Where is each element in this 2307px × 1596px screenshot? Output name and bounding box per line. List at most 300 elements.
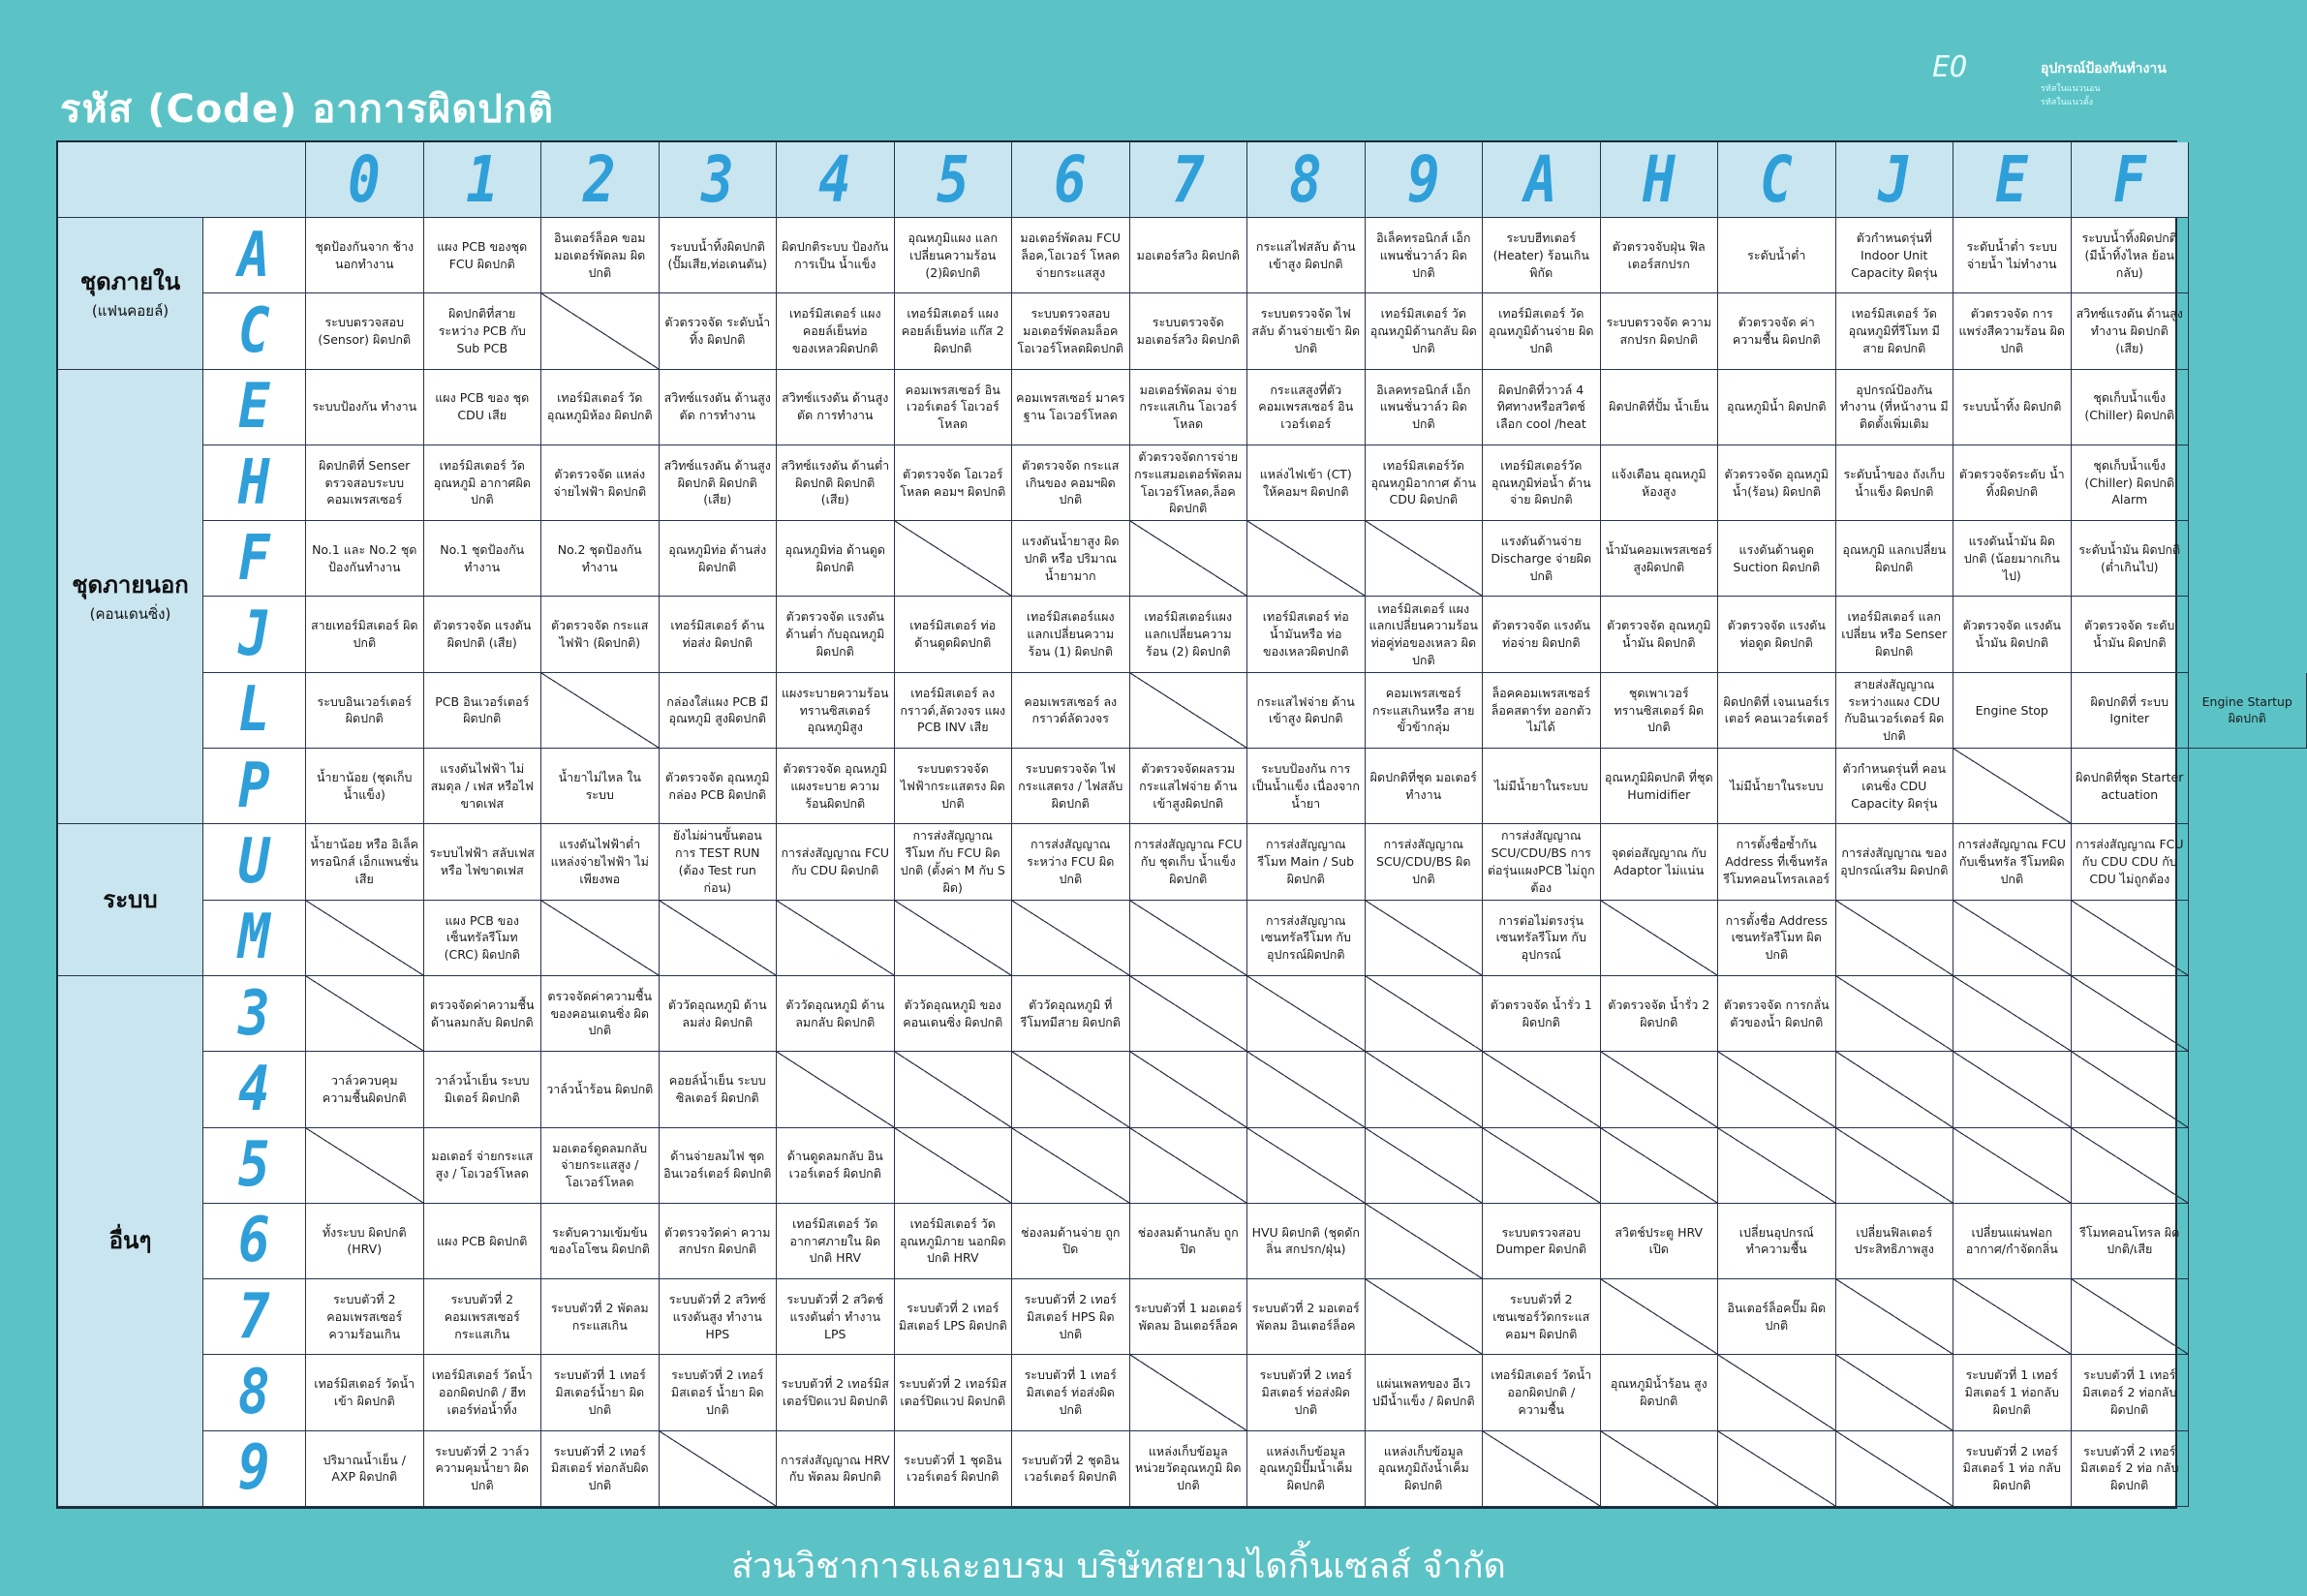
code-cell-4-F	[2072, 1052, 2190, 1127]
row-code-8	[203, 1355, 306, 1430]
code-cell-9-1: ระบบตัวที่ 2 วาล์วความคุมน้ำยา ผิดปกติ	[424, 1431, 542, 1507]
code-cell-4-A	[1483, 1052, 1601, 1127]
row-group-3	[58, 976, 203, 1507]
code-cell-3-8	[1247, 976, 1366, 1052]
code-cell-P-5: ระบบตรวจจัด ไฟฟ้ากระแสตรง ผิดปกติ	[895, 749, 1013, 824]
code-cell-J-A: ตัวตรวจจัด แรงดันท่อจ่าย ผิดปกติ	[1483, 597, 1601, 672]
code-cell-5-E	[1953, 1128, 2072, 1204]
row-code-M	[203, 901, 306, 976]
code-cell-J-C: ตัวตรวจจัด แรงดันท่อดูด ผิดปกติ	[1718, 597, 1836, 672]
code-cell-F-C: แรงดันด้านดูด Suction ผิดปกติ	[1718, 521, 1836, 597]
code-cell-7-H	[1601, 1279, 1719, 1355]
column-code-glyph: 3	[700, 141, 734, 217]
code-cell-3-6: ตัววัดอุณหภูมิ ที่รีโมทมีสาย ผิดปกติ	[1012, 976, 1130, 1052]
code-cell-L-C: ผิดปกติที่ เจนเนอร์เรเตอร์ คอนเวอร์เตอร์	[1718, 673, 1836, 749]
code-cell-F-7	[1130, 521, 1248, 597]
code-cell-M-2	[541, 901, 660, 976]
code-cell-H-5: ตัวตรวจจัด โอเวอร์โหลด คอมฯ ผิดปกติ	[895, 445, 1013, 521]
code-cell-L-9: คอมเพรสเซอร์ กระแสเกินหรือ สายขั้วข้ากลุ่ม	[1366, 673, 1484, 749]
code-cell-5-J	[1836, 1128, 1954, 1204]
code-cell-A-A: ระบบฮีทเตอร์ (Heater) ร้อนเกินพิกัด	[1483, 218, 1601, 293]
code-cell-F-8	[1247, 521, 1366, 597]
code-cell-8-3: ระบบตัวที่ 2 เทอร์มิสเตอร์ น้ำยา ผิดปกติ	[660, 1355, 778, 1430]
code-cell-P-6: ระบบตรวจจัด ไฟกระแสตรง / ไฟสลับ ผิดปกติ	[1012, 749, 1130, 824]
code-cell-J-9: เทอร์มิสเตอร์ แผงแลกเปลี่ยนความร้อน ท่อคู่ท่อของเหลว ผิดปกติ	[1366, 597, 1484, 672]
code-cell-C-8: ระบบตรวจจัด ไฟสลับ ด้านจ่ายเข้า ผิดปกติ	[1247, 293, 1366, 369]
code-cell-A-0: ชุดป้องกันจาก ช้างนอกทำงาน	[306, 218, 424, 293]
code-cell-U-8: การส่งสัญญาณ รีโมท Main / Sub ผิดปกติ	[1247, 824, 1366, 900]
row-group-1	[58, 370, 203, 825]
column-code-glyph: 5	[936, 141, 969, 217]
code-cell-8-4: ระบบตัวที่ 2 เทอร์มิสเตอร์ปิดแวป ผิดปกติ	[777, 1355, 895, 1430]
column-code-H	[1601, 142, 1719, 218]
code-cell-H-F: ชุดเก็บน้ำแข็ง (Chiller) ผิดปกติ Alarm	[2072, 445, 2190, 521]
code-cell-C-1: ผิดปกติที่สาย ระหว่าง PCB กับ Sub PCB	[424, 293, 542, 369]
code-cell-P-8: ระบบป้องกัน การเป็นน้ำแข็ง เนื่องจากน้ำยา	[1247, 749, 1366, 824]
code-cell-5-F	[2072, 1128, 2190, 1204]
code-cell-U-H: จุดต่อสัญญาณ กับ Adaptor ไม่แน่น	[1601, 824, 1719, 900]
code-cell-P-E	[1953, 749, 2072, 824]
code-cell-P-2: น้ำยาไม่ไหล ในระบบ	[541, 749, 660, 824]
code-cell-4-3: คอยล์น้ำเย็น ระบบซิลเตอร์ ผิดปกติ	[660, 1052, 778, 1127]
footer-credit: ส่วนวิชาการและอบรม บริษัทสยามไดกิ้นเซลส์ จำกัด	[731, 1547, 1506, 1586]
row-code-F	[203, 521, 306, 597]
row-code-6	[203, 1204, 306, 1279]
code-cell-J-1: ตัวตรวจจัด แรงดันผิดปกติ (เสีย)	[424, 597, 542, 672]
code-cell-8-E: ระบบตัวที่ 1 เทอร์มิสเตอร์ 1 ท่อกลับผิดปกติ	[1953, 1355, 2072, 1430]
code-cell-P-C: ไม่มีน้ำยาในระบบ	[1718, 749, 1836, 824]
row-code-glyph: P	[238, 750, 270, 822]
column-code-glyph: 9	[1406, 141, 1440, 217]
code-cell-U-0: น้ำยาน้อย หรือ อิเล็คทรอนิกส์ เอ็กแพนชั่นเสีย	[306, 824, 424, 900]
code-cell-6-0: ทั้งระบบ ผิดปกติ (HRV)	[306, 1204, 424, 1279]
code-cell-M-J	[1836, 901, 1954, 976]
code-cell-3-9	[1366, 976, 1484, 1052]
code-cell-H-E: ตัวตรวจจัดระดับ น้ำทิ้งผิดปกติ	[1953, 445, 2072, 521]
code-cell-8-F: ระบบตัวที่ 1 เทอร์มิสเตอร์ 2 ท่อกลับผิดปกติ	[2072, 1355, 2190, 1430]
code-cell-A-5: อุณหภูมิแผง แลกเปลี่ยนความร้อน (2)ผิดปกติ	[895, 218, 1013, 293]
code-cell-3-3: ตัววัดอุณหภูมิ ด้านลมส่ง ผิดปกติ	[660, 976, 778, 1052]
code-cell-6-3: ตัวตรวจวัดค่า ความสกปรก ผิดปกติ	[660, 1204, 778, 1279]
code-cell-L-undefined: Engine Startup ผิดปกติ	[2189, 673, 2307, 749]
code-cell-4-4	[777, 1052, 895, 1127]
code-cell-9-2: ระบบตัวที่ 2 เทอร์มิสเตอร์ ท่อกลับผิดปกติ	[541, 1431, 660, 1507]
code-cell-J-4: ตัวตรวจจัด แรงดันด้านต่ำ กับอุณหภูมิผิดปกติ	[777, 597, 895, 672]
code-cell-C-9: เทอร์มิสเตอร์ วัดอุณหภูมิด้านกลับ ผิดปกติ	[1366, 293, 1484, 369]
code-cell-4-E	[1953, 1052, 2072, 1127]
code-cell-5-1: มอเตอร์ จ่ายกระแสสูง / โอเวอร์โหลด	[424, 1128, 542, 1204]
code-cell-L-E: Engine Stop	[1953, 673, 2072, 749]
code-cell-L-5: เทอร์มิสเตอร์ ลงกราวด์,ลัดวงจร แผง PCB INV เสีย	[895, 673, 1013, 749]
code-cell-H-2: ตัวตรวจจัด แหล่งจ่ายไฟฟ้า ผิดปกติ	[541, 445, 660, 521]
row-group-label: ระบบ	[103, 886, 158, 914]
code-cell-3-E	[1953, 976, 2072, 1052]
column-code-glyph: 7	[1171, 141, 1205, 217]
code-cell-6-7: ช่องลมด้านกลับ ถูกปิด	[1130, 1204, 1248, 1279]
column-code-9	[1366, 142, 1484, 218]
column-code-glyph: J	[1877, 141, 1911, 217]
code-cell-E-A: ผิดปกติที่วาวล์ 4 ทิศทางหรือสวิตช์ เลือก cool /heat	[1483, 370, 1601, 445]
row-code-glyph: 9	[238, 1432, 270, 1505]
row-code-5	[203, 1128, 306, 1204]
row-group-label: อื่นๆ	[108, 1227, 152, 1255]
code-cell-F-3: อุณหภูมิท่อ ด้านส่งผิดปกติ	[660, 521, 778, 597]
code-cell-M-5	[895, 901, 1013, 976]
code-cell-L-2	[541, 673, 660, 749]
code-cell-U-9: การส่งสัญญาณ SCU/CDU/BS ผิดปกติ	[1366, 824, 1484, 900]
column-code-glyph: F	[2112, 141, 2146, 217]
code-cell-H-3: สวิทซ์แรงดัน ด้านสูงผิดปกติ ผิดปกติ (เสีย)	[660, 445, 778, 521]
code-cell-J-H: ตัวตรวจจัด อุณหภูมิน้ำมัน ผิดปกติ	[1601, 597, 1719, 672]
legend-sub-horizontal: รหัสในแนวนอน	[2041, 84, 2101, 94]
code-cell-M-A: การต่อไม่ตรงรุ่น เซนทรัลรีโมท กับอุปกรณ์	[1483, 901, 1601, 976]
column-code-8	[1247, 142, 1366, 218]
code-cell-4-5	[895, 1052, 1013, 1127]
legend-code: EO	[1932, 50, 1968, 84]
code-cell-9-5: ระบบตัวที่ 1 ชุดอินเวอร์เตอร์ ผิดปกติ	[895, 1431, 1013, 1507]
code-cell-J-6: เทอร์มิสเตอร์แผง แลกเปลี่ยนความ ร้อน (1) ผิดปกติ	[1012, 597, 1130, 672]
code-cell-5-2: มอเตอร์ดูดลมกลับ จ่ายกระแสสูง / โอเวอร์โหลด	[541, 1128, 660, 1204]
row-code-glyph: F	[238, 522, 270, 595]
code-cell-9-4: การส่งสัญญาณ HRV กับ พัดลม ผิดปกติ	[777, 1431, 895, 1507]
code-cell-3-7	[1130, 976, 1248, 1052]
code-cell-A-C: ระดับน้ำต่ำ	[1718, 218, 1836, 293]
code-cell-6-J: เปลี่ยนฟิลเตอร์ ประสิทธิภาพสูง	[1836, 1204, 1954, 1279]
column-code-C	[1718, 142, 1836, 218]
code-cell-E-4: สวิทซ์แรงดัน ด้านสูงตัด การทำงาน	[777, 370, 895, 445]
code-cell-8-6: ระบบตัวที่ 1 เทอร์มิสเตอร์ ท่อส่งผิดปกติ	[1012, 1355, 1130, 1430]
code-cell-3-A: ตัวตรวจจัด น้ำรั่ว 1 ผิดปกติ	[1483, 976, 1601, 1052]
code-cell-6-E: เปลี่ยนแผ่นฟอก อากาศ/กำจัดกลิ่น	[1953, 1204, 2072, 1279]
code-cell-7-J	[1836, 1279, 1954, 1355]
page-title: รหัส (Code) อาการผิดปกติ	[60, 87, 554, 132]
code-cell-3-5: ตัววัดอุณหภูมิ ของคอนเดนซิ่ง ผิดปกติ	[895, 976, 1013, 1052]
column-code-glyph: H	[1642, 141, 1676, 217]
code-cell-8-A: เทอร์มิสเตอร์ วัดน้ำออกผิดปกติ / ความชื้น	[1483, 1355, 1601, 1430]
code-cell-8-8: ระบบตัวที่ 2 เทอร์มิสเตอร์ ท่อส่งผิดปกติ	[1247, 1355, 1366, 1430]
code-cell-C-J: เทอร์มิสเตอร์ วัดอุณหภูมิที่รีโมท มีสาย ผิดปกติ	[1836, 293, 1954, 369]
code-cell-4-C	[1718, 1052, 1836, 1127]
code-cell-U-F: การส่งสัญญาณ FCU กับ CDU CDU กับ CDU ไม่ถูกต้อง	[2072, 824, 2190, 900]
code-cell-3-0	[306, 976, 424, 1052]
code-cell-U-2: แรงดันไฟฟ้าต่ำ แหล่งจ่ายไฟฟ้า ไม่เพียงพอ	[541, 824, 660, 900]
code-cell-C-4: เทอร์มิสเตอร์ แผงคอยล์เย็นท่อ ของเหลวผิดปกติ	[777, 293, 895, 369]
row-code-glyph: J	[238, 598, 270, 671]
code-cell-8-0: เทอร์มิสเตอร์ วัดน้ำเข้า ผิดปกติ	[306, 1355, 424, 1430]
code-cell-H-A: เทอร์มิสเตอร์วัด อุณหภูมิท่อน้ำ ด้านจ่าย ผิดปกติ	[1483, 445, 1601, 521]
code-cell-6-1: แผง PCB ผิดปกติ	[424, 1204, 542, 1279]
code-cell-5-A	[1483, 1128, 1601, 1204]
code-cell-E-1: แผง PCB ของ ชุด CDU เสีย	[424, 370, 542, 445]
code-cell-8-2: ระบบตัวที่ 1 เทอร์มิสเตอร์น้ำยา ผิดปกติ	[541, 1355, 660, 1430]
legend-sub-vertical: รหัสในแนวตั้ง	[2041, 98, 2094, 107]
code-cell-7-1: ระบบตัวที่ 2 คอมเพรสเซอร์ กระแสเกิน	[424, 1279, 542, 1355]
row-group-0	[58, 218, 203, 370]
code-cell-A-F: ระบบน้ำทิ้งผิดปกติ (มีน้ำทิ้งไหล ย้อนกลับ)	[2072, 218, 2190, 293]
column-code-3	[660, 142, 778, 218]
code-cell-A-6: มอเตอร์พัดลม FCU ล็อค,โอเวอร์ โหลดจ่ายกระแสสูง	[1012, 218, 1130, 293]
row-code-U	[203, 824, 306, 900]
column-code-glyph: 0	[348, 141, 382, 217]
row-code-H	[203, 445, 306, 521]
code-cell-A-3: ระบบน้ำทิ้งผิดปกติ (ปั๊มเสีย,ท่อเดนตัน)	[660, 218, 778, 293]
code-cell-F-F: ระดับน้ำมัน ผิดปกติ (ต่ำเกินไป)	[2072, 521, 2190, 597]
code-cell-8-J	[1836, 1355, 1954, 1430]
code-cell-L-A: ล็อคคอมเพรสเซอร์ ล็อคสตาร์ท ออกตัวไม่ได้	[1483, 673, 1601, 749]
row-code-glyph: A	[238, 219, 270, 292]
code-cell-7-E	[1953, 1279, 2072, 1355]
code-cell-U-3: ยังไม่ผ่านขั้นตอน การ TEST RUN (ต้อง Test run ก่อน)	[660, 824, 778, 900]
code-cell-A-4: ผิดปกติระบบ ป้องกันการเป็น น้ำแข็ง	[777, 218, 895, 293]
code-cell-M-3	[660, 901, 778, 976]
column-code-J	[1836, 142, 1954, 218]
row-group-sublabel: (แฟนคอยล์)	[91, 301, 169, 320]
row-code-L	[203, 673, 306, 749]
row-code-glyph: 5	[238, 1129, 270, 1202]
column-code-7	[1130, 142, 1248, 218]
code-cell-6-C: เปลี่ยนอุปกรณ์ ทำความชื้น	[1718, 1204, 1836, 1279]
row-code-4	[203, 1052, 306, 1127]
code-cell-3-4: ตัววัดอุณหภูมิ ด้านลมกลับ ผิดปกติ	[777, 976, 895, 1052]
code-cell-9-C	[1718, 1431, 1836, 1507]
code-cell-J-E: ตัวตรวจจัด แรงดันน้ำมัน ผิดปกติ	[1953, 597, 2072, 672]
row-code-glyph: H	[238, 446, 270, 519]
code-cell-M-F	[2072, 901, 2190, 976]
code-cell-9-J	[1836, 1431, 1954, 1507]
code-cell-8-9: แผ่นเพลทของ อีเวปมีน้ำแข็ง / ผิดปกติ	[1366, 1355, 1484, 1430]
code-cell-C-H: ระบบตรวจจัด ความสกปรก ผิดปกติ	[1601, 293, 1719, 369]
code-cell-7-5: ระบบตัวที่ 2 เทอร์มิสเตอร์ LPS ผิดปกติ	[895, 1279, 1013, 1355]
code-cell-E-F: ชุดเก็บน้ำแข็ง (Chiller) ผิดปกติ	[2072, 370, 2190, 445]
code-cell-5-C	[1718, 1128, 1836, 1204]
code-cell-E-6: คอมเพรสเซอร์ มาครฐาน โอเวอร์โหลด	[1012, 370, 1130, 445]
code-cell-9-F: ระบบตัวที่ 2 เทอร์มิสเตอร์ 2 ท่อ กลับผิดปกติ	[2072, 1431, 2190, 1507]
code-cell-3-1: ตรวจจัดค่าความชื้น ด้านลมกลับ ผิดปกติ	[424, 976, 542, 1052]
code-cell-3-C: ตัวตรวจจัด การกลั่นตัวของน้ำ ผิดปกติ	[1718, 976, 1836, 1052]
code-cell-E-3: สวิทซ์แรงดัน ด้านสูงตัด การทำงาน	[660, 370, 778, 445]
code-cell-7-9	[1366, 1279, 1484, 1355]
code-cell-M-9	[1366, 901, 1484, 976]
code-cell-6-6: ช่องลมด้านจ่าย ถูกปิด	[1012, 1204, 1130, 1279]
legend-label: อุปกรณ์ป้องกันทำงาน	[2041, 61, 2167, 77]
code-cell-6-H: สวิตช์ประตู HRV เปิด	[1601, 1204, 1719, 1279]
code-cell-J-5: เทอร์มิสเตอร์ ท่อด้านดูดผิดปกติ	[895, 597, 1013, 672]
code-cell-3-J	[1836, 976, 1954, 1052]
code-cell-H-C: ตัวตรวจจัด อุณหภูมิน้ำ(ร้อน) ผิดปกติ	[1718, 445, 1836, 521]
code-cell-P-7: ตัวตรวจจัดผลรวม กระแสไฟจ่าย ด้านเข้าสูงผิดปกติ	[1130, 749, 1248, 824]
code-cell-8-7	[1130, 1355, 1248, 1430]
code-cell-U-J: การส่งสัญญาณ ของอุปกรณ์เสริม ผิดปกติ	[1836, 824, 1954, 900]
code-cell-9-0: ปริมาณน้ำเย็น / AXP ผิดปกติ	[306, 1431, 424, 1507]
column-code-4	[777, 142, 895, 218]
code-cell-3-2: ตรวจจัดค่าความชื้น ของคอนเดนซิ่ง ผิดปกติ	[541, 976, 660, 1052]
code-cell-L-6: คอมเพรสเซอร์ ลงกราวด์ลัดวงจร	[1012, 673, 1130, 749]
code-cell-E-H: ผิดปกติที่ปั้ม น้ำเย็น	[1601, 370, 1719, 445]
code-cell-C-A: เทอร์มิสเตอร์ วัดอุณหภูมิด้านจ่าย ผิดปกติ	[1483, 293, 1601, 369]
row-group-label: ชุดภายใน	[79, 267, 181, 295]
code-cell-E-9: อิเลคทรอนิกส์ เอ็กแพนชั่นวาล์ว ผิดปกติ	[1366, 370, 1484, 445]
code-cell-F-4: อุณหภูมิท่อ ด้านดูดผิดปกติ	[777, 521, 895, 597]
code-cell-F-J: อุณหภูมิ แลกเปลี่ยนผิดปกติ	[1836, 521, 1954, 597]
code-cell-E-5: คอมเพรสเซอร์ อินเวอร์เตอร์ โอเวอร์โหลด	[895, 370, 1013, 445]
code-cell-8-C	[1718, 1355, 1836, 1430]
code-cell-5-8	[1247, 1128, 1366, 1204]
code-cell-M-1: แผง PCB ของ เซ็นทรัลรีโมท (CRC) ผิดปกติ	[424, 901, 542, 976]
code-cell-H-6: ตัวตรวจจัด กระแสเกินของ คอมฯผิดปกติ	[1012, 445, 1130, 521]
code-cell-A-9: อิเล็คทรอนิกส์ เอ็กแพนชั่นวาล์ว ผิดปกติ	[1366, 218, 1484, 293]
row-code-glyph: U	[238, 825, 270, 898]
code-cell-C-C: ตัวตรวจจัด ค่าความชื้น ผิดปกติ	[1718, 293, 1836, 369]
code-cell-E-J: อุปกรณ์ป้องกัน ทำงาน (ที่หน้างาน มีติดตั้งเพิ่มเติม	[1836, 370, 1954, 445]
code-cell-J-F: ตัวตรวจจัด ระดับน้ำมัน ผิดปกติ	[2072, 597, 2190, 672]
code-cell-L-0: ระบบอินเวอร์เตอร์ ผิดปกติ	[306, 673, 424, 749]
code-cell-H-1: เทอร์มิสเตอร์ วัดอุณหภูมิ อากาศผิดปกติ	[424, 445, 542, 521]
code-cell-F-E: แรงดันน้ำมัน ผิดปกติ (น้อยมากเกินไป)	[1953, 521, 2072, 597]
code-cell-A-8: กระแสไฟสลับ ด้านเข้าสูง ผิดปกติ	[1247, 218, 1366, 293]
code-cell-P-4: ตัวตรวจจัด อุณหภูมิแผงระบาย ความร้อนผิดปกติ	[777, 749, 895, 824]
code-cell-6-9	[1366, 1204, 1484, 1279]
code-cell-C-F: สวิทซ์แรงดัน ด้านสูงทำงาน ผิดปกติ (เสีย)	[2072, 293, 2190, 369]
column-code-glyph: 4	[818, 141, 852, 217]
code-cell-U-4: การส่งสัญญาณ FCU กับ CDU ผิดปกติ	[777, 824, 895, 900]
code-cell-4-9	[1366, 1052, 1484, 1127]
code-cell-J-0: สายเทอร์มิสเตอร์ ผิดปกติ	[306, 597, 424, 672]
code-cell-H-4: สวิทซ์แรงดัน ด้านต่ำผิดปกติ ผิดปกติ (เสีย)	[777, 445, 895, 521]
code-cell-U-5: การส่งสัญญาณ รีโมท กับ FCU ผิดปกติ (ตั้งค่า M กับ S ผิด)	[895, 824, 1013, 900]
row-code-9	[203, 1431, 306, 1507]
code-cell-7-2: ระบบตัวที่ 2 พัดลมกระแสเกิน	[541, 1279, 660, 1355]
code-cell-7-0: ระบบตัวที่ 2 คอมเพรสเซอร์ ความร้อนเกิน	[306, 1279, 424, 1355]
code-cell-P-3: ตัวตรวจจัด อุณหภูมิกล่อง PCB ผิดปกติ	[660, 749, 778, 824]
code-cell-C-6: ระบบตรวจสอบ มอเตอร์พัดลมล็อค โอเวอร์โหลดผิดปกติ	[1012, 293, 1130, 369]
code-cell-J-J: เทอร์มิสเตอร์ แลกเปลี่ยน หรือ Senser ผิดปกติ	[1836, 597, 1954, 672]
row-code-glyph: 6	[238, 1205, 270, 1277]
row-group-label: ชุดภายนอก	[72, 570, 189, 598]
row-code-glyph: M	[238, 902, 270, 974]
code-cell-7-A: ระบบตัวที่ 2 เซนเซอร์วัดกระแส คอมฯ ผิดปกติ	[1483, 1279, 1601, 1355]
code-cell-H-J: ระดับน้ำของ ถังเก็บน้ำแข็ง ผิดปกติ	[1836, 445, 1954, 521]
code-cell-7-6: ระบบตัวที่ 2 เทอร์มิสเตอร์ HPS ผิดปกติ	[1012, 1279, 1130, 1355]
column-code-glyph: 1	[465, 141, 499, 217]
code-cell-H-0: ผิดปกติที่ Senser ตรวจสอบระบบ คอมเพรสเซอร์	[306, 445, 424, 521]
code-cell-4-8	[1247, 1052, 1366, 1127]
column-code-5	[895, 142, 1013, 218]
error-code-table	[56, 140, 2292, 1509]
code-cell-U-7: การส่งสัญญาณ FCU กับ ชุดเก็บ น้ำแข็ง ผิดปกติ	[1130, 824, 1248, 900]
code-cell-9-7: แหล่งเก็บข้อมูล หน่วยวัดอุณหภูมิ ผิดปกติ	[1130, 1431, 1248, 1507]
code-cell-H-9: เทอร์มิสเตอร์วัด อุณหภูมิอากาศ ด้าน CDU ผิดปกติ	[1366, 445, 1484, 521]
header-corner	[58, 142, 306, 218]
row-code-E	[203, 370, 306, 445]
code-cell-9-H	[1601, 1431, 1719, 1507]
code-cell-8-5: ระบบตัวที่ 2 เทอร์มิสเตอร์ปิดแวป ผิดปกติ	[895, 1355, 1013, 1430]
row-code-glyph: 7	[238, 1280, 270, 1353]
code-cell-J-3: เทอร์มิสเตอร์ ด้านท่อส่ง ผิดปกติ	[660, 597, 778, 672]
code-cell-C-7: ระบบตรวจจัด มอเตอร์สวิง ผิดปกติ	[1130, 293, 1248, 369]
row-code-J	[203, 597, 306, 672]
column-code-F	[2072, 142, 2190, 218]
row-code-7	[203, 1279, 306, 1355]
code-cell-P-9: ผิดปกติที่ชุด มอเตอร์ทำงาน	[1366, 749, 1484, 824]
code-cell-U-6: การส่งสัญญาณ ระหว่าง FCU ผิดปกติ	[1012, 824, 1130, 900]
column-code-1	[424, 142, 542, 218]
code-cell-F-A: แรงดันด้านจ่าย Discharge จ่ายผิดปกติ	[1483, 521, 1601, 597]
code-cell-M-6	[1012, 901, 1130, 976]
code-cell-P-0: น้ำยาน้อย (ชุดเก็บน้ำแข็ง)	[306, 749, 424, 824]
row-code-glyph: 3	[238, 977, 270, 1050]
code-cell-M-7	[1130, 901, 1248, 976]
code-cell-7-F	[2072, 1279, 2190, 1355]
code-cell-5-7	[1130, 1128, 1248, 1204]
code-cell-9-6: ระบบตัวที่ 2 ชุดอินเวอร์เตอร์ ผิดปกติ	[1012, 1431, 1130, 1507]
code-cell-6-8: HVU ผิดปกติ (ชุดดักลิ่น สกปรก/ฝุ่น)	[1247, 1204, 1366, 1279]
code-cell-7-C: อินเตอร์ล็อคปั๊ม ผิดปกติ	[1718, 1279, 1836, 1355]
column-code-glyph: 2	[583, 141, 617, 217]
code-cell-3-H: ตัวตรวจจัด น้ำรั่ว 2 ผิดปกติ	[1601, 976, 1719, 1052]
legend	[1932, 50, 2213, 118]
code-cell-L-4: แผงระบายความร้อน ทรานซิสเตอร์ อุณหภูมิสูง	[777, 673, 895, 749]
code-cell-J-7: เทอร์มิสเตอร์แผง แลกเปลี่ยนความ ร้อน (2) ผิดปกติ	[1130, 597, 1248, 672]
code-cell-C-2	[541, 293, 660, 369]
code-cell-5-5	[895, 1128, 1013, 1204]
code-cell-9-E: ระบบตัวที่ 2 เทอร์มิสเตอร์ 1 ท่อ กลับผิดปกติ	[1953, 1431, 2072, 1507]
column-code-0	[306, 142, 424, 218]
column-code-2	[541, 142, 660, 218]
code-cell-F-1: No.1 ชุดป้องกัน ทำงาน	[424, 521, 542, 597]
code-cell-5-4: ด้านดูดลมกลับ อินเวอร์เตอร์ ผิดปกติ	[777, 1128, 895, 1204]
code-cell-U-C: การตั้งชื่อซ้ำกัน Address ที่เซ็นทรัล รีโมทคอนโทรลเลอร์	[1718, 824, 1836, 900]
code-cell-F-2: No.2 ชุดป้องกัน ทำงาน	[541, 521, 660, 597]
code-cell-7-4: ระบบตัวที่ 2 สวิตช์แรงดันต่ำ ทำงาน LPS	[777, 1279, 895, 1355]
code-cell-M-E	[1953, 901, 2072, 976]
code-cell-U-A: การส่งสัญญาณ SCU/CDU/BS การต่อรุ่นแผงPCB ไม่ถูกต้อง	[1483, 824, 1601, 900]
code-cell-4-1: วาล์วน้ำเย็น ระบบมิเตอร์ ผิดปกติ	[424, 1052, 542, 1127]
code-cell-L-F: ผิดปกติที่ ระบบ Igniter	[2072, 673, 2190, 749]
code-cell-4-J	[1836, 1052, 1954, 1127]
code-cell-P-A: ไม่มีน้ำยาในระบบ	[1483, 749, 1601, 824]
code-cell-4-2: วาล์วน้ำร้อน ผิดปกติ	[541, 1052, 660, 1127]
code-cell-F-0: No.1 และ No.2 ชุดป้องกันทำงาน	[306, 521, 424, 597]
code-cell-C-3: ตัวตรวจจัด ระดับน้ำทิ้ง ผิดปกติ	[660, 293, 778, 369]
code-cell-P-J: ตัวกำหนดรุ่นที่ คอนเดนซิ่ง CDU Capacity ผิดรุ่น	[1836, 749, 1954, 824]
row-code-glyph: E	[238, 371, 270, 444]
code-cell-5-3: ด้านจ่ายลมไฟ ชุดอินเวอร์เตอร์ ผิดปกติ	[660, 1128, 778, 1204]
row-code-A	[203, 218, 306, 293]
code-cell-4-0: วาล์วควบคุม ความชื้นผิดปกติ	[306, 1052, 424, 1127]
code-cell-A-7: มอเตอร์สวิง ผิดปกติ	[1130, 218, 1248, 293]
code-cell-C-E: ตัวตรวจจัด การแพร่งสีความร้อน ผิดปกติ	[1953, 293, 2072, 369]
code-cell-9-A	[1483, 1431, 1601, 1507]
row-code-glyph: L	[238, 674, 270, 747]
code-cell-8-1: เทอร์มิสเตอร์ วัดน้ำออกผิดปกติ / ฮีทเตอร์ท่อน้ำทิ้ง	[424, 1355, 542, 1430]
code-cell-J-2: ตัวตรวจจัด กระแสไฟฟ้า (ผิดปกติ)	[541, 597, 660, 672]
code-cell-A-1: แผง PCB ของชุด FCU ผิดปกติ	[424, 218, 542, 293]
code-cell-H-7: ตัวตรวจจัดการจ่าย กระแสมอเตอร์พัดลม โอเวอร์โหลด,ล็อค ผิดปกติ	[1130, 445, 1248, 521]
column-code-glyph: 6	[1054, 141, 1088, 217]
row-code-glyph: C	[238, 294, 270, 367]
code-cell-M-H	[1601, 901, 1719, 976]
code-cell-C-5: เทอร์มิสเตอร์ แผงคอยล์เย็นท่อ แก๊ส 2 ผิดปกติ	[895, 293, 1013, 369]
code-cell-L-7	[1130, 673, 1248, 749]
row-group-2	[58, 824, 203, 976]
code-cell-L-H: ชุดเพาเวอร์ ทรานซิสเตอร์ ผิดปกติ	[1601, 673, 1719, 749]
code-cell-4-6	[1012, 1052, 1130, 1127]
column-code-glyph: 8	[1289, 141, 1323, 217]
column-code-A	[1483, 142, 1601, 218]
row-code-3	[203, 976, 306, 1052]
code-cell-M-0	[306, 901, 424, 976]
code-cell-F-5	[895, 521, 1013, 597]
